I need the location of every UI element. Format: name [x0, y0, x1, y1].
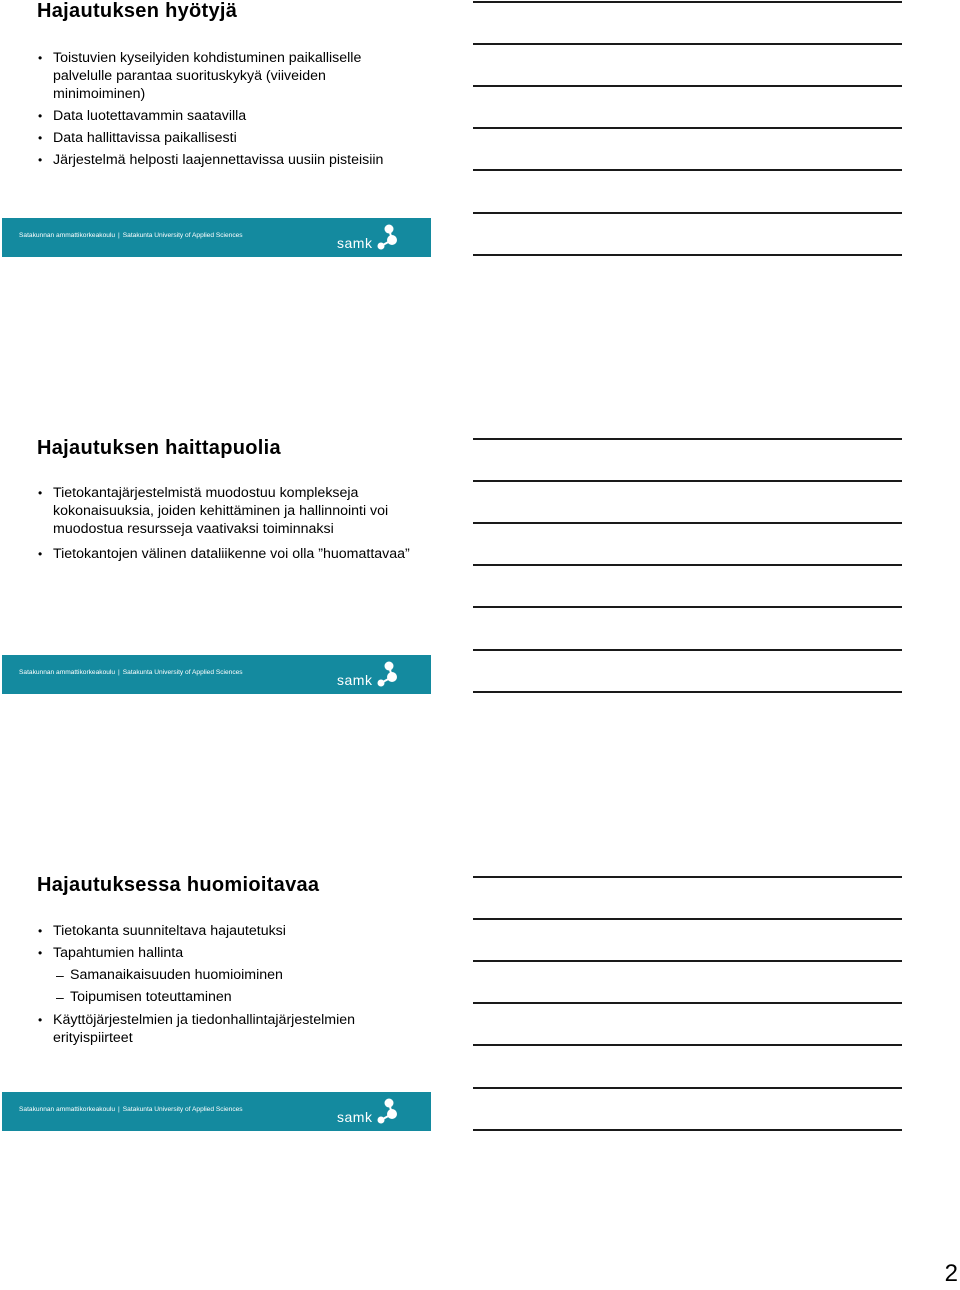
notes-line	[473, 960, 902, 962]
footer-institution	[19, 669, 243, 676]
notes-line	[473, 522, 902, 524]
notes-line	[473, 127, 902, 129]
footer-institution	[19, 1106, 243, 1113]
slide-2	[0, 437, 432, 695]
bullet-item: • Käyttöjärjestelmien ja tiedonhallintajärjestelmien erityispiirteet	[36, 1011, 416, 1047]
notes-line	[473, 43, 902, 45]
samk-logo-icon	[375, 223, 399, 251]
notes-line	[473, 169, 902, 171]
slide-footer	[2, 218, 431, 257]
bullet-item: • Data hallittavissa paikallisesti	[36, 129, 416, 147]
slide-title: Hajautuksen hyötyjä	[37, 0, 238, 22]
sub-bullet-item: – Toipumisen toteuttaminen	[36, 988, 416, 1006]
notes-line	[473, 254, 902, 256]
notes-line	[473, 1, 902, 3]
footer-school-fi: Satakunnan ammattikorkeakoulu	[19, 669, 116, 676]
notes-line	[473, 691, 902, 693]
notes-line	[473, 606, 902, 608]
samk-logo	[337, 660, 417, 690]
samk-logo	[337, 223, 417, 253]
notes-line	[473, 649, 902, 651]
notes-line	[473, 876, 902, 878]
samk-logo	[337, 1097, 417, 1127]
notes-line	[473, 1087, 902, 1089]
footer-school-fi: Satakunnan ammattikorkeakoulu	[19, 232, 116, 239]
samk-logo-icon	[375, 1097, 399, 1125]
bullet-item: • Tietokanta suunniteltava hajautetuksi	[36, 922, 416, 940]
footer-separator: |	[118, 232, 120, 239]
slide-title: Hajautuksen haittapuolia	[37, 437, 281, 459]
notes-line	[473, 1044, 902, 1046]
footer-school-fi: Satakunnan ammattikorkeakoulu	[19, 1106, 116, 1113]
samk-logo-text: samk	[337, 672, 373, 688]
bullet-item: • Toistuvien kyseilyiden kohdistuminen paikalliselle palvelulle parantaa suorituskykyä (viiveiden minimoiminen)	[36, 49, 416, 103]
notes-line	[473, 1002, 902, 1004]
footer-separator: |	[118, 1106, 120, 1113]
bullet-item: • Tietokantajärjestelmistä muodostuu komplekseja kokonaisuuksia, joiden kehittäminen ja hallinnointi voi muodostua resursseja vaativaksi toiminnaksi	[36, 484, 416, 538]
slide-1	[0, 0, 432, 258]
footer-school-en: Satakunta University of Applied Sciences	[122, 669, 243, 676]
bullet-item: • Data luotettavammin saatavilla	[36, 107, 416, 125]
notes-line	[473, 85, 902, 87]
notes-line	[473, 918, 902, 920]
slide-footer	[2, 655, 431, 694]
notes-line	[473, 212, 902, 214]
slide-footer	[2, 1092, 431, 1131]
notes-line	[473, 1129, 902, 1131]
footer-institution	[19, 232, 243, 239]
sub-bullet-item: – Samanaikaisuuden huomioiminen	[36, 966, 416, 984]
notes-line	[473, 564, 902, 566]
bullet-item: • Tietokantojen välinen dataliikenne voi olla ”huomattavaa”	[36, 545, 416, 563]
notes-line	[473, 480, 902, 482]
footer-school-en: Satakunta University of Applied Sciences	[122, 232, 243, 239]
footer-school-en: Satakunta University of Applied Sciences	[122, 1106, 243, 1113]
slide-title: Hajautuksessa huomioitavaa	[37, 874, 320, 896]
bullet-item: • Järjestelmä helposti laajennettavissa uusiin pisteisiin	[36, 151, 416, 169]
samk-logo-icon	[375, 660, 399, 688]
bullet-item: • Tapahtumien hallinta	[36, 944, 416, 962]
slide-3	[0, 874, 432, 1132]
footer-separator: |	[118, 669, 120, 676]
samk-logo-text: samk	[337, 235, 373, 251]
samk-logo-text: samk	[337, 1109, 373, 1125]
page-number: 2	[944, 1260, 958, 1287]
notes-line	[473, 438, 902, 440]
